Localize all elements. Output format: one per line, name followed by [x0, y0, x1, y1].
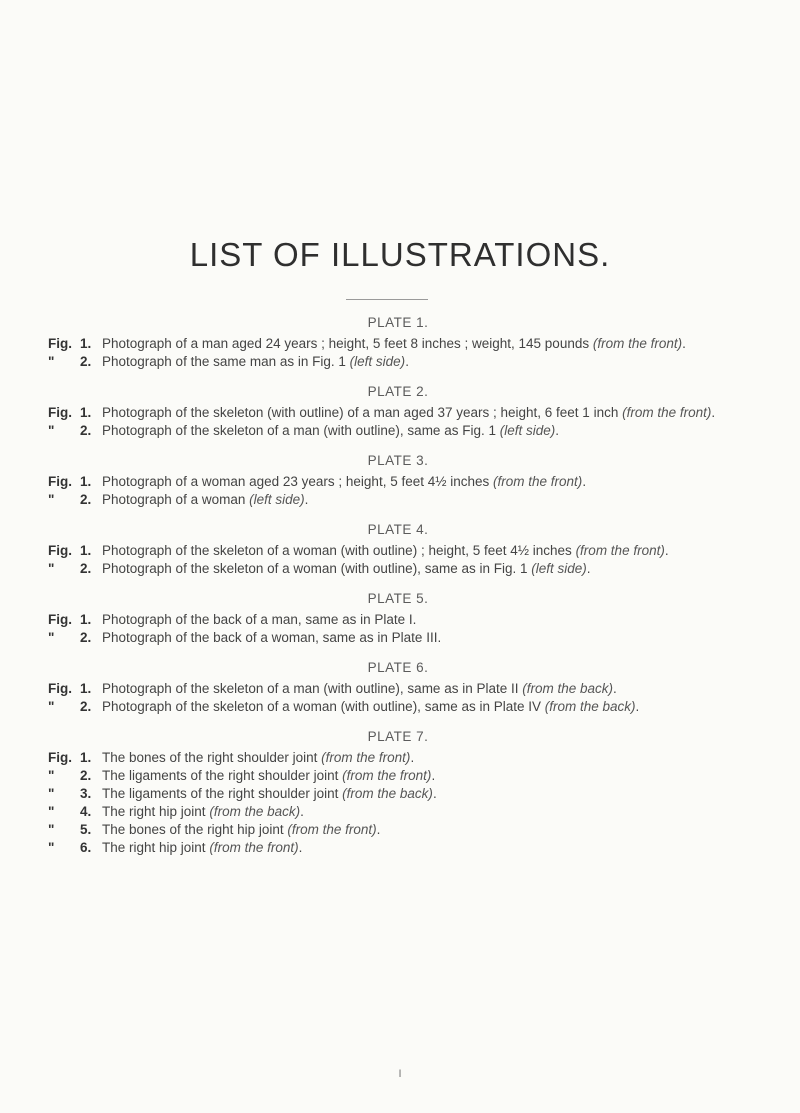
figure-entry: [48, 405, 748, 421]
figure-text: Photograph of a woman: [102, 492, 246, 507]
figure-entry: [48, 474, 748, 490]
figure-punct: .: [376, 822, 381, 837]
figure-number: 2.: [80, 492, 92, 507]
figure-number: 1.: [80, 405, 92, 420]
figure-number: 2.: [80, 699, 92, 714]
plate-heading: PLATE 7.: [367, 729, 429, 744]
figure-prefix: Fig.: [48, 474, 72, 489]
figure-view: (from the back): [209, 804, 301, 819]
figure-view: (left side): [349, 354, 406, 369]
figure-text: The bones of the right hip joint: [102, 822, 284, 837]
figure-text: The ligaments of the right shoulder joint: [102, 768, 339, 783]
figure-text: The ligaments of the right shoulder joint: [102, 786, 339, 801]
figure-entry: [48, 492, 748, 508]
figure-description: [102, 543, 748, 559]
figure-number: 2.: [80, 354, 92, 369]
figure-prefix: ": [48, 786, 55, 801]
figure-description: [102, 786, 748, 802]
figure-punct: .: [613, 681, 617, 696]
figure-prefix: ": [48, 423, 55, 438]
figure-number: 1.: [80, 681, 92, 696]
figure-prefix: Fig.: [48, 750, 72, 765]
figure-entry: [48, 804, 748, 820]
figure-text: Photograph of the skeleton of a woman (with outline), same as in Fig. 1: [102, 561, 528, 576]
figure-number: 1.: [80, 543, 92, 558]
figure-prefix: ": [48, 804, 55, 819]
figure-view: (from the front): [592, 336, 683, 351]
plate-heading: PLATE 3.: [367, 453, 429, 468]
figure-description: [102, 336, 748, 352]
figure-number: 2.: [80, 630, 92, 645]
figure-punct: .: [586, 561, 591, 576]
figure-description: [102, 840, 748, 856]
figure-view: (left side): [249, 492, 305, 507]
figure-text: The right hip joint: [102, 804, 206, 819]
figure-entry: [48, 840, 748, 856]
figure-entry: [48, 750, 748, 766]
plate-heading: PLATE 1.: [367, 315, 429, 330]
figure-view: (from the front): [321, 750, 411, 765]
figure-number: 4.: [80, 804, 92, 819]
figure-description: [102, 612, 748, 628]
figure-number: 6.: [80, 840, 92, 855]
figure-prefix: ": [48, 492, 55, 507]
figure-prefix: Fig.: [48, 681, 72, 696]
figure-text: Photograph of a man aged 24 years ; height, 5 feet 8 inches ; weight, 145 pounds: [102, 336, 590, 351]
figure-prefix: Fig.: [48, 612, 72, 627]
figure-number: 5.: [80, 822, 92, 837]
figure-prefix: ": [48, 561, 55, 576]
figure-number: 2.: [80, 423, 92, 438]
figure-punct: .: [582, 474, 587, 489]
figure-description: [102, 681, 748, 697]
page-title: LIST OF ILLUSTRATIONS.: [189, 236, 611, 273]
figure-description: [102, 423, 748, 439]
figure-number: 1.: [80, 750, 92, 765]
figure-punct: .: [711, 405, 716, 420]
figure-prefix: ": [48, 630, 55, 645]
figure-text: Photograph of the skeleton (with outline) of a man aged 37 years ; height, 6 feet 1 inch: [102, 405, 619, 420]
figure-punct: .: [405, 354, 409, 369]
plate-heading: PLATE 2.: [367, 384, 429, 399]
figure-text: Photograph of the same man as in Fig. 1: [102, 354, 346, 369]
figure-description: [102, 804, 748, 820]
figure-description: [102, 354, 748, 370]
figure-description: [102, 630, 748, 646]
figure-prefix: Fig.: [48, 543, 72, 558]
figure-prefix: ": [48, 768, 55, 783]
figure-text: Photograph of the skeleton of a man (with outline), same as in Plate II: [102, 681, 519, 696]
figure-text: Photograph of the skeleton of a woman (with outline), same as in Plate IV: [102, 699, 541, 714]
figure-description: [102, 561, 748, 577]
figure-view: (from the back): [544, 699, 636, 714]
figure-punct: .: [682, 336, 686, 351]
figure-entry: [48, 786, 748, 802]
figure-punct: .: [410, 750, 415, 765]
figure-view: (from the back): [522, 681, 614, 696]
figure-entry: [48, 354, 748, 370]
figure-entry: [48, 612, 748, 628]
figure-prefix: ": [48, 354, 55, 369]
figure-entry: [48, 561, 748, 577]
figure-description: [102, 768, 748, 784]
figure-number: 2.: [80, 561, 92, 576]
figure-prefix: ": [48, 840, 55, 855]
figure-prefix: ": [48, 699, 55, 714]
figure-entry: [48, 630, 748, 646]
figure-prefix: Fig.: [48, 405, 72, 420]
figure-entry: [48, 822, 748, 838]
illustrations-list: [48, 315, 748, 858]
figure-punct: .: [304, 492, 309, 507]
figure-punct: .: [555, 423, 560, 438]
figure-view: (from the front): [575, 543, 665, 558]
figure-entry: [48, 768, 748, 784]
plate-heading: PLATE 4.: [367, 522, 429, 537]
figure-view: (from the back): [342, 786, 433, 801]
figure-entry: [48, 699, 748, 715]
figure-description: [102, 699, 748, 715]
plate-heading: PLATE 5.: [367, 591, 429, 606]
figure-entry: [48, 336, 748, 352]
figure-punct: .: [664, 543, 669, 558]
figure-entry: [48, 681, 748, 697]
figure-description: [102, 492, 748, 508]
figure-description: [102, 750, 748, 766]
figure-view: (left side): [531, 561, 587, 576]
figure-prefix: ": [48, 822, 55, 837]
figure-number: 2.: [80, 768, 92, 783]
figure-view: (from the front): [342, 768, 432, 783]
figure-text: The bones of the right shoulder joint: [102, 750, 318, 765]
figure-punct: .: [431, 768, 436, 783]
figure-text: The right hip joint: [102, 840, 206, 855]
figure-text: Photograph of the skeleton of a man (with outline), same as Fig. 1: [102, 423, 496, 438]
plate-heading: PLATE 6.: [367, 660, 429, 675]
figure-text: Photograph of the skeleton of a woman (with outline) ; height, 5 feet 4½ inches: [102, 543, 572, 558]
figure-view: (from the front): [209, 840, 299, 855]
figure-punct: .: [635, 699, 640, 714]
figure-text: Photograph of the back of a woman, same as in Plate III.: [102, 630, 442, 645]
page-folio: I: [398, 1068, 402, 1080]
figure-number: 1.: [80, 474, 92, 489]
figure-punct: .: [298, 840, 303, 855]
figure-description: [102, 822, 748, 838]
figure-text: Photograph of a woman aged 23 years ; height, 5 feet 4½ inches: [102, 474, 490, 489]
figure-number: 1.: [80, 336, 92, 351]
figure-punct: .: [432, 786, 437, 801]
title-rule: [346, 299, 428, 300]
figure-view: (from the front): [287, 822, 377, 837]
figure-punct: .: [300, 804, 304, 819]
figure-view: (left side): [499, 423, 556, 438]
figure-entry: [48, 543, 748, 559]
figure-description: [102, 474, 748, 490]
figure-view: (from the front): [493, 474, 583, 489]
figure-prefix: Fig.: [48, 336, 72, 351]
figure-text: Photograph of the back of a man, same as in Plate I.: [102, 612, 417, 627]
figure-entry: [48, 423, 748, 439]
figure-view: (from the front): [622, 405, 712, 420]
figure-number: 3.: [80, 786, 92, 801]
figure-description: [102, 405, 748, 421]
figure-number: 1.: [80, 612, 92, 627]
